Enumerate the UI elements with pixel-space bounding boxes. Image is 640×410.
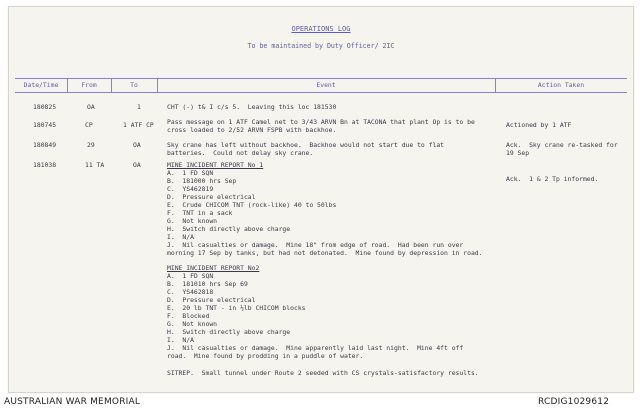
report-line: B. 181010 hrs Sep 69: [167, 280, 248, 288]
entry-event-line: CHT (-) t& I c/s 5. Leaving this loc 181530: [167, 103, 337, 111]
archive-reference: RCDIG1029612: [538, 397, 610, 407]
entry-event-line: Pass message on 1 ATF Camel net to 3/43 ARVN Bn at TACONA that plant Op is to be: [167, 118, 475, 126]
report-line: E. Crude CHICOM TNT (rock-like) 40 to 50lbs: [167, 201, 337, 209]
header-to: To: [130, 81, 138, 89]
entry-action: Ack. Sky crane re-tasked for: [506, 141, 618, 149]
report-line: road. Mine found by prodding in a puddle of water.: [167, 352, 364, 360]
report-line: J. Nil casualties or damage. Mine apparently laid last night. Mine 4ft off: [167, 344, 464, 352]
report-line: G. Not known: [167, 217, 218, 225]
entry-date: 181038: [33, 161, 57, 169]
entry-date: 180849: [33, 141, 57, 149]
report-line: C. YS462819: [167, 185, 214, 193]
archive-credit: AUSTRALIAN WAR MEMORIAL: [4, 397, 141, 407]
sitrep-line: SITREP. Small tunnel under Route 2 seeded with CS crystals-satisfactory results.: [167, 369, 479, 377]
entry-action: Ack. 1 & 2 Tp informed.: [506, 175, 599, 183]
entry-from: 29: [87, 141, 95, 149]
mine-report-1-heading: MINE INCIDENT REPORT No 1: [167, 161, 264, 169]
entry-event-line: batteries. Could not delay sky crane.: [167, 149, 314, 157]
report-line: morning 17 Sep by tanks, but had not detonated. Mine found by depression in road.: [167, 249, 483, 257]
report-line: J. Nil casualties or damage. Mine 18" from edge of road. Had been run over: [167, 241, 464, 249]
entry-event-line: Sky crane has left without backhoe. Backhoe would not start due to flat: [167, 141, 445, 149]
report-line: H. Switch directly above charge: [167, 328, 291, 336]
report-line: H. Switch directly above charge: [167, 225, 291, 233]
entry-action: Actioned by 1 ATF: [506, 121, 572, 129]
mine-report-2-heading: MINE INCIDENT REPORT No2: [167, 264, 260, 272]
log-title: OPERATIONS LOG: [291, 25, 351, 33]
report-line: B. 181000 hrs Sep: [167, 177, 237, 185]
report-line: I. N/A: [167, 233, 194, 241]
entry-to: 1 ATF CP: [123, 121, 154, 129]
report-line: A. 1 FD SQN: [167, 169, 214, 177]
entry-date: 180745: [33, 121, 57, 129]
report-line: F. TNT in a sack: [167, 209, 233, 217]
header-date-time: Date/Time: [23, 81, 59, 89]
report-line: D. Pressure electrical: [167, 296, 256, 304]
entry-from: 11 TA: [85, 161, 105, 169]
entry-event-line: cross loaded to 2/52 ARVN FSPB with backhoe.: [167, 126, 337, 134]
report-line: F. Blocked: [167, 312, 210, 320]
report-line: I. N/A: [167, 336, 194, 344]
entry-date: 180825: [33, 103, 57, 111]
entry-to: OA: [133, 141, 141, 149]
entry-from: OA: [87, 103, 95, 111]
document-page: [8, 6, 634, 393]
report-line: D. Pressure electrical: [167, 193, 256, 201]
report-line: C. YS462818: [167, 288, 214, 296]
entry-from: CP: [85, 121, 93, 129]
report-line: A. 1 FD SQN: [167, 272, 214, 280]
header-bottom-rule: [15, 92, 627, 93]
header-event: Event: [316, 81, 336, 89]
report-line: E. 20 lb TNT - in ½lb CHICOM blocks: [167, 304, 306, 312]
report-line: G. Not known: [167, 320, 218, 328]
entry-to: OA: [133, 161, 141, 169]
entry-to: 1: [137, 103, 141, 111]
entry-action: 19 Sep: [506, 149, 530, 157]
header-action-taken: Action Taken: [537, 81, 585, 89]
log-subtitle: To be maintained by Duty Officer/ 2IC: [247, 42, 395, 50]
header-top-rule: [15, 78, 627, 79]
header-from: From: [81, 81, 97, 89]
